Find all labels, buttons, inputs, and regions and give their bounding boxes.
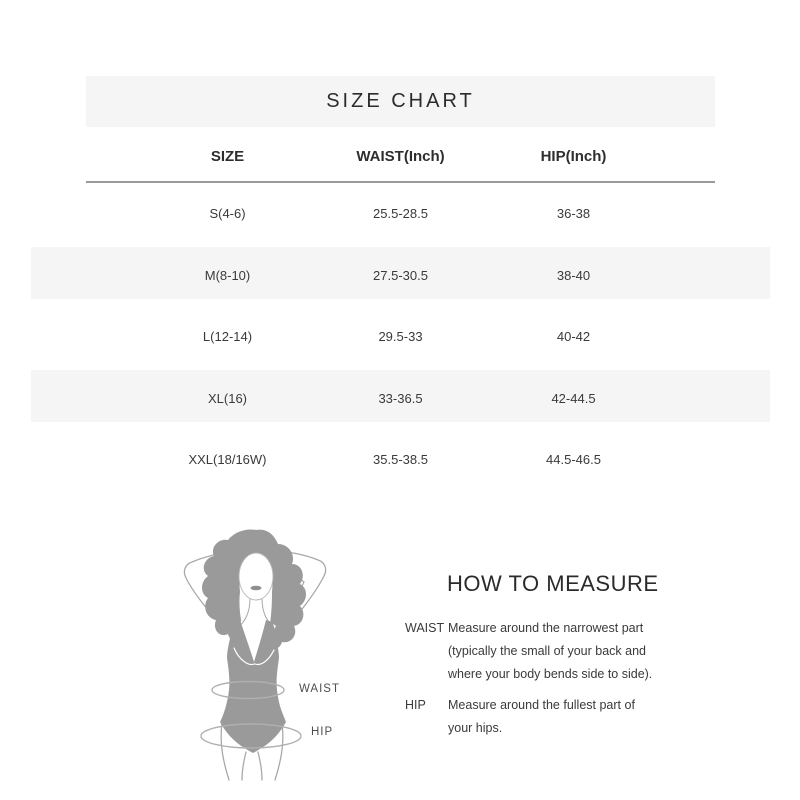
table-row (86, 429, 715, 491)
face-shape (239, 553, 273, 600)
measure-item-line: (typically the small of your back and (448, 644, 647, 658)
lips-shape (251, 586, 262, 591)
cell-hip: 44.5-46.5 (546, 452, 601, 468)
cell-waist: 29.5-33 (378, 329, 423, 345)
figure-hip-label: HIP (311, 726, 334, 738)
column-header-waist: WAIST(Inch) (356, 147, 445, 165)
table-header-row (86, 131, 715, 181)
cell-waist: 35.5-38.5 (373, 452, 428, 468)
cell-size: XXL(18/16W) (188, 452, 267, 468)
measure-item-text (448, 694, 635, 740)
measure-item-label: WAIST (405, 621, 445, 635)
measure-item (405, 617, 665, 686)
cell-size: S(4-6) (209, 206, 246, 222)
cell-size: M(8-10) (204, 267, 251, 283)
measure-item-line: Measure around the fullest part of (448, 698, 635, 712)
measure-item-line: where your body bends side to side). (448, 667, 653, 681)
cell-hip: 36-38 (556, 206, 591, 222)
cell-hip: 40-42 (556, 329, 591, 345)
table-row (86, 183, 715, 245)
cell-hip: 38-40 (556, 267, 591, 283)
cell-size: L(12-14) (202, 329, 253, 345)
measure-item-line: Measure around the narrowest part (448, 621, 644, 635)
woman-figure-illustration (176, 526, 336, 786)
measure-item (405, 694, 665, 740)
cell-size: XL(16) (207, 390, 248, 406)
how-to-measure-title: HOW TO MEASURE (447, 571, 659, 596)
measure-item-text (448, 617, 652, 686)
cell-waist: 33-36.5 (378, 390, 423, 406)
cell-hip: 42-44.5 (551, 390, 596, 406)
table-row (86, 368, 715, 430)
cell-waist: 25.5-28.5 (373, 206, 428, 222)
measure-item-line: your hips. (448, 721, 503, 735)
column-header-hip: HIP(Inch) (540, 147, 607, 165)
measure-list (405, 617, 665, 740)
size-table-body (86, 183, 715, 491)
page-title: SIZE CHART (326, 90, 475, 112)
measure-item-label: HIP (405, 698, 426, 712)
measurement-figure (176, 526, 336, 786)
table-row (86, 245, 715, 307)
column-header-size: SIZE (210, 147, 245, 165)
title-band (86, 76, 715, 127)
table-row (86, 306, 715, 368)
figure-waist-label: WAIST (299, 683, 340, 695)
cell-waist: 27.5-30.5 (373, 267, 428, 283)
